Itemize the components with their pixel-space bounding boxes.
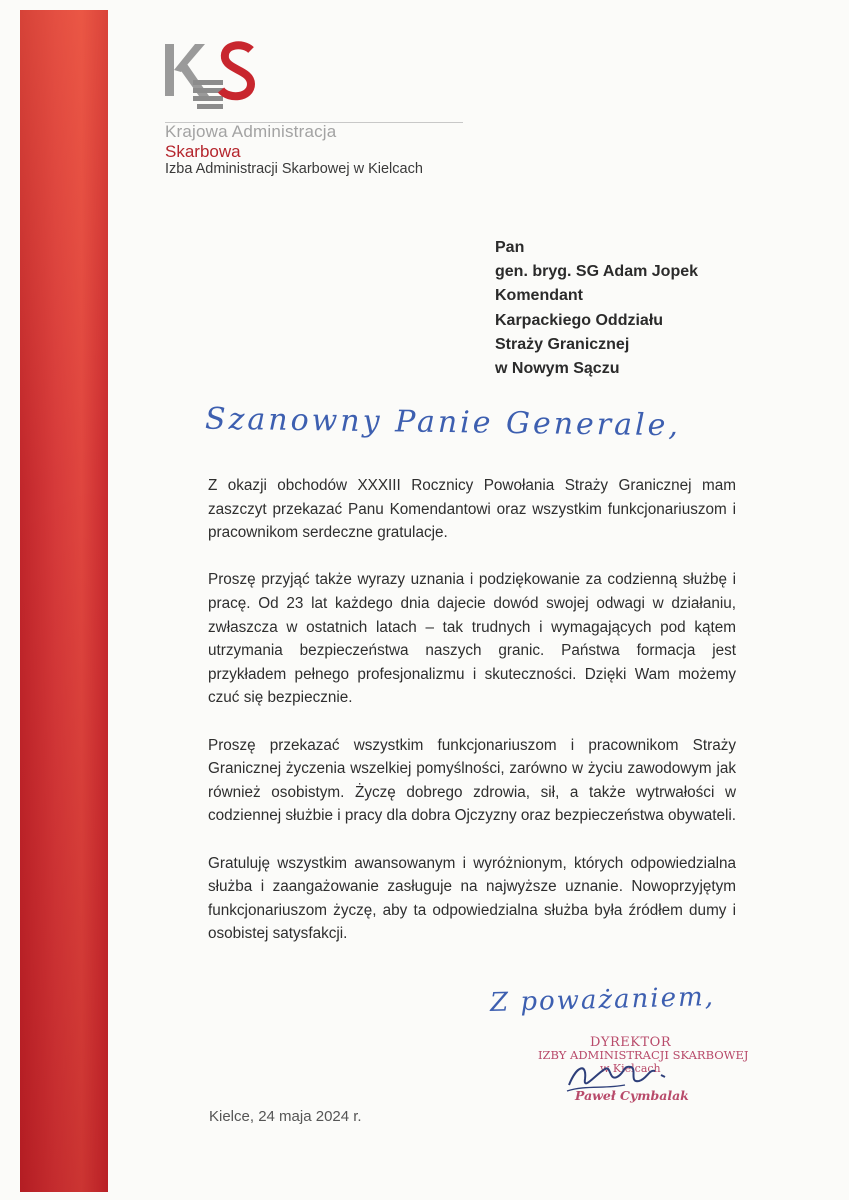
- org-unit-name: Izba Administracji Skarbowej w Kielcach: [165, 161, 423, 177]
- body-paragraph: Proszę przyjąć także wyrazy uznania i podziękowanie za codzienną służbę i pracę. Od 23 lat każdego dnia dajecie dowód swojej odwagi w działaniu, zwłaszcza w ostatnich latach – tak trudnych i wymagających pod kątem utrzymania bezpieczeństwa naszych granic. Państwa formacja jest przykładem pełnego profesjonalizmu i skuteczności. Dzięki Wam możemy czuć się bezpiecznie.: [208, 571, 736, 707]
- recipient-line: Pan: [495, 239, 525, 256]
- handwritten-salutation: Szanowny Panie Generale,: [204, 401, 682, 444]
- recipient-line: Straży Granicznej: [495, 335, 630, 353]
- org-name-line1: Krajowa Administracja: [165, 122, 337, 141]
- stamp-signatory: Paweł Cymbalak: [575, 1088, 689, 1103]
- recipient-line: Karpackiego Oddziału: [495, 311, 664, 329]
- body-paragraph: Gratuluję wszystkim awansowanym i wyróżnionym, których odpowiedzialna służba i zaangażowanie zasługuje na najwyższe uznanie. Nowoprzyjętym funkcjonariuszom życzę, aby ta odpowiedzialna służba była źródłem dumy i osobistej satysfakcji.: [208, 854, 736, 943]
- letter-body: [208, 474, 736, 969]
- place-and-date: Kielce, 24 maja 2024 r.: [209, 1108, 362, 1125]
- org-name-line2: Skarbowa: [165, 142, 241, 161]
- recipient-line: gen. bryg. SG Adam Jopek: [495, 263, 699, 281]
- signature-icon: [565, 1055, 695, 1095]
- recipient-line: w Nowym Sączu: [495, 360, 620, 378]
- stamp-city: w Kielcach: [600, 1062, 661, 1075]
- recipient-address: [495, 236, 698, 381]
- handwritten-closing: Z poważaniem,: [489, 982, 716, 1018]
- decorative-red-bar: [20, 10, 108, 1192]
- stamp-title: DYREKTOR: [590, 1035, 672, 1050]
- stamp-institution: IZBY ADMINISTRACJI SKARBOWEJ: [538, 1048, 749, 1062]
- kas-logo-icon: [163, 40, 263, 115]
- recipient-line: Komendant: [495, 287, 583, 305]
- body-paragraph: Z okazji obchodów XXXIII Rocznicy Powołania Straży Granicznej mam zaszczyt przekazać Panu Komendantowi oraz wszystkim funkcjonariuszom i pracownikom serdeczne gratulacje.: [208, 477, 736, 542]
- letterhead: [163, 40, 463, 180]
- body-paragraph: Proszę przekazać wszystkim funkcjonariuszom i pracownikom Straży Granicznej życzenia wszelkiej pomyślności, zarówno w życiu zawodowym jak również osobistym. Życzę dobrego zdrowia, sił, a także wytrwałości w codziennej służbie i pracy dla dobra Ojczyzny oraz bezpieczeństwa obywateli.: [208, 736, 737, 825]
